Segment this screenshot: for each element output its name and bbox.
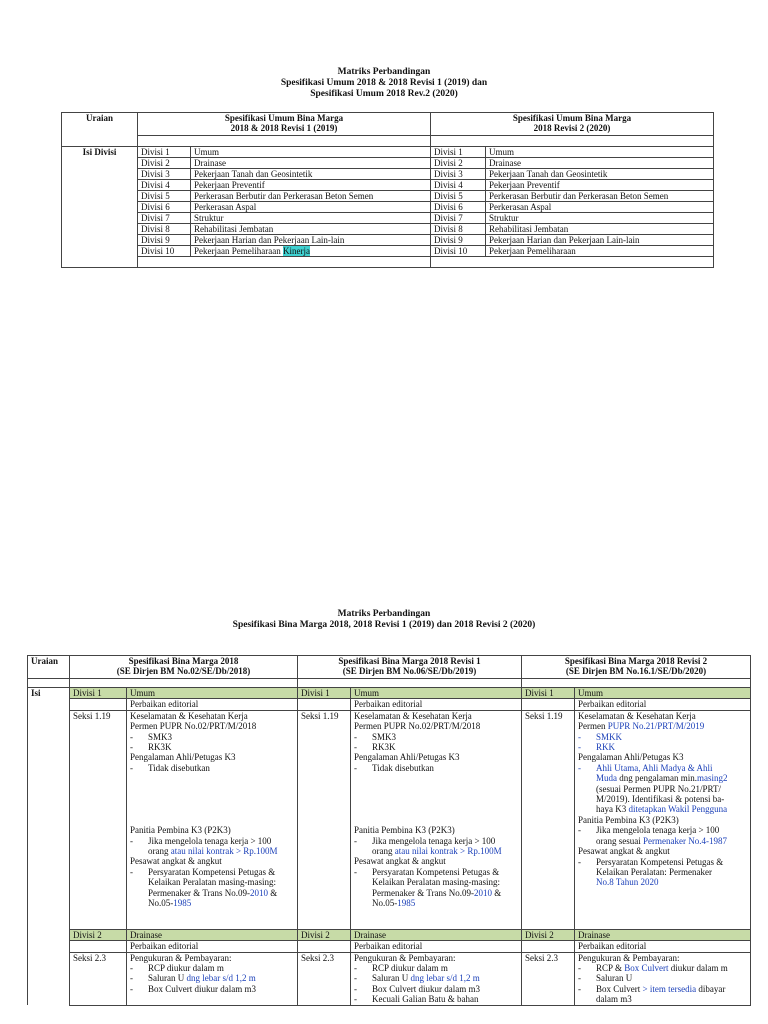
seksi-label: Seksi 1.19 [522,710,575,929]
bottom-comparison-table [27,655,751,1006]
bottom-header-row [28,656,751,679]
seksi-label: Seksi 2.3 [298,952,351,1005]
highlight-kinerja: Kinerja [282,245,310,256]
div-name-b: Drainase [486,157,714,168]
top-spacer-row [62,135,714,146]
div-label: Divisi 2 [138,157,191,168]
div-label: Divisi 2 [522,929,575,940]
div-label: Divisi 3 [431,168,486,179]
div-label: Divisi 4 [431,179,486,190]
seksi-label: Seksi 1.19 [70,710,127,929]
top-title-line-1: Matriks Perbandingan [337,67,431,77]
div-name: Drainase [351,929,522,940]
editorial-note: Perbaikan editorial [127,699,298,710]
seksi-2-3-row [28,952,751,1005]
bottom-header-col-3: Spesifikasi Bina Marga 2018 Revisi 2 (SE Dirjen BM No.16.1/SE/Db/2020) [522,656,751,679]
div-name-a: Struktur [191,212,431,223]
isi-label: Isi [28,688,70,699]
div-label: Divisi 1 [522,688,575,699]
div-name-a: Perkerasan Aspal [191,201,431,212]
div-name-b: Pekerjaan Harian dan Pekerjaan Lain-lain [486,234,714,245]
seksi-label: Seksi 2.3 [70,952,127,1005]
div-name-a: Pekerjaan Harian dan Pekerjaan Lain-lain [191,234,431,245]
top-header-row [62,113,714,136]
top-row-4 [62,179,714,190]
div-name: Umum [127,688,298,699]
top-row-6 [62,201,714,212]
top-header-col-b: Spesifikasi Umum Bina Marga 2018 Revisi 2 (2020) [431,113,714,136]
top-title-line-2: Spesifikasi Umum 2018 & 2018 Revisi 1 (2019) dan [280,78,488,88]
k3-col-3: Keselamatan & Kesehatan Kerja Permen PUPR No.21/PRT/M/2019 - SMKK - RKK Pengalaman Ahli/Petugas K3 - Ahli Utama, Ahli Madya & Ahli Muda dng pengalaman min.masing2 (sesuai Permen PUPR No.21/PRT/ M/2019). Identifikasi & potensi ba- haya K3 ditetapkan Wakil Pengguna Panitia Pembina K3 (P2K3) - Jika mengelola tenaga kerja > 100 orang sesuai Permenaker No.4-1987 Pesawat angkat & angkut - Persyaratan Kompetensi Petugas & Kelaikan Peralatan: Permenaker No.8 Tahun 2020 [575,710,751,929]
div-name-a: Perkerasan Berbutir dan Perkerasan Beton Semen [191,190,431,201]
k3-col-2: Keselamatan & Kesehatan Kerja Permen PUPR No.02/PRT/M/2018 - SMK3 - RK3K Pengalaman Ahli/Petugas K3 - Tidak disebutkan Panitia Pembina K3 (P2K3) - Jika mengelola tenaga kerja > 100 orang atau nilai kontrak > Rp.100M Pesawat angkat & angkut - Persyaratan Kompetensi Petugas & Kelaikan Peralatan masing-masing: Permenaker & Trans No.09-2010 & No.05-1985 [351,710,522,929]
bottom-header-col-1: Spesifikasi Bina Marga 2018 (SE Dirjen BM No.02/SE/Db/2018) [70,656,298,679]
div-name: Drainase [575,929,751,940]
div-name-b: Rehabilitasi Jembatan [486,223,714,234]
div-name-b: Umum [486,146,714,157]
div-name-b: Struktur [486,212,714,223]
div-label: Divisi 1 [298,688,351,699]
div-name: Drainase [127,929,298,940]
top-row-8 [62,223,714,234]
editorial-note: Perbaikan editorial [351,941,522,952]
div-label: Divisi 2 [431,157,486,168]
editorial-note: Perbaikan editorial [127,941,298,952]
div-label: Divisi 8 [138,223,191,234]
div-label: Divisi 9 [431,234,486,245]
s23-col-1: Pengukuran & Pembayaran: - RCP diukur dalam m - Saluran U dng lebar s/d 1,2 m - Box Culvert diukur dalam m3 [127,952,298,1005]
seksi-label: Seksi 2.3 [522,952,575,1005]
div-name-a: Umum [191,146,431,157]
top-header-uraian: Uraian [62,113,138,136]
top-row-1 [62,146,714,157]
div-name-a: Pekerjaan Preventif [191,179,431,190]
div-name-a: Pekerjaan Pemeliharaan Kinerja [191,245,431,256]
div-label: Divisi 5 [431,190,486,201]
bottom-spacer-row [28,679,751,688]
div-label: Divisi 10 [138,245,191,256]
div-name: Umum [351,688,522,699]
div-name-a: Pekerjaan Tanah dan Geosintetik [191,168,431,179]
div-label: Divisi 4 [138,179,191,190]
top-title-line-3: Spesifikasi Umum 2018 Rev.2 (2020) [310,89,458,99]
top-row-7 [62,212,714,223]
top-row-3 [62,168,714,179]
div-label: Divisi 7 [138,212,191,223]
top-row-5 [62,190,714,201]
editorial-row [28,699,751,710]
div-label: Divisi 1 [138,146,191,157]
div-label: Divisi 5 [138,190,191,201]
k3-col-1: Keselamatan & Kesehatan Kerja Permen PUPR No.02/PRT/M/2018 - SMK3 - RK3K Pengalaman Ahli/Petugas K3 - Tidak disebutkan Panitia Pembina K3 (P2K3) - Jika mengelola tenaga kerja > 100 orang atau nilai kontrak > Rp.100M Pesawat angkat & angkut - Persyaratan Kompetensi Petugas & Kelaikan Peralatan masing-masing: Permenaker & Trans No.09-2010 & No.05-1985 [127,710,298,929]
divisi-1-row [28,688,751,699]
top-comparison-table [61,112,714,268]
top-row-10 [62,245,714,256]
isi-divisi-label: Isi Divisi [62,146,138,157]
div-label: Divisi 6 [431,201,486,212]
top-empty-row [62,256,714,268]
div-name-b: Pekerjaan Preventif [486,179,714,190]
bottom-header-col-2: Spesifikasi Bina Marga 2018 Revisi 1 (SE Dirjen BM No.06/SE/Db/2019) [298,656,522,679]
s23-col-3: Pengukuran & Pembayaran: - RCP & Box Culvert diukur dalam m - Saluran U - Box Culvert > item tersedia dibayar dalam m3 [575,952,751,1005]
div-label: Divisi 6 [138,201,191,212]
div-label: Divisi 3 [138,168,191,179]
bottom-title-line-1: Matriks Perbandingan [337,609,431,619]
seksi-label: Seksi 1.19 [298,710,351,929]
div-label: Divisi 2 [70,929,127,940]
div-name-a: Drainase [191,157,431,168]
div-name-b: Perkerasan Berbutir dan Perkerasan Beton Semen [486,190,714,201]
divisi-2-row [28,929,751,940]
div-name-b: Perkerasan Aspal [486,201,714,212]
bottom-header-uraian: Uraian [28,656,70,679]
s23-col-2: Pengukuran & Pembayaran: - RCP diukur dalam m - Saluran U dng lebar s/d 1,2 m - Box Culvert diukur dalam m3 - Kecuali Galian Batu & bahan [351,952,522,1005]
top-header-col-a: Spesifikasi Umum Bina Marga 2018 & 2018 Revisi 1 (2019) [138,113,431,136]
editorial-note: Perbaikan editorial [351,699,522,710]
editorial-row-2 [28,941,751,952]
div-label: Divisi 1 [431,146,486,157]
div-label: Divisi 7 [431,212,486,223]
div-name-b: Pekerjaan Tanah dan Geosintetik [486,168,714,179]
div-name-b: Pekerjaan Pemeliharaan [486,245,714,256]
bottom-title-line-2: Spesifikasi Bina Marga 2018, 2018 Revisi 1 (2019) dan 2018 Revisi 2 (2020) [232,620,536,630]
div-name-a: Rehabilitasi Jembatan [191,223,431,234]
div-label: Divisi 8 [431,223,486,234]
seksi-1-19-row [28,710,751,929]
editorial-note: Perbaikan editorial [575,941,751,952]
div-label: Divisi 10 [431,245,486,256]
editorial-note: Perbaikan editorial [575,699,751,710]
top-row-2 [62,157,714,168]
div-label: Divisi 9 [138,234,191,245]
div-label: Divisi 1 [70,688,127,699]
div-label: Divisi 2 [298,929,351,940]
div-name: Umum [575,688,751,699]
top-row-9 [62,234,714,245]
